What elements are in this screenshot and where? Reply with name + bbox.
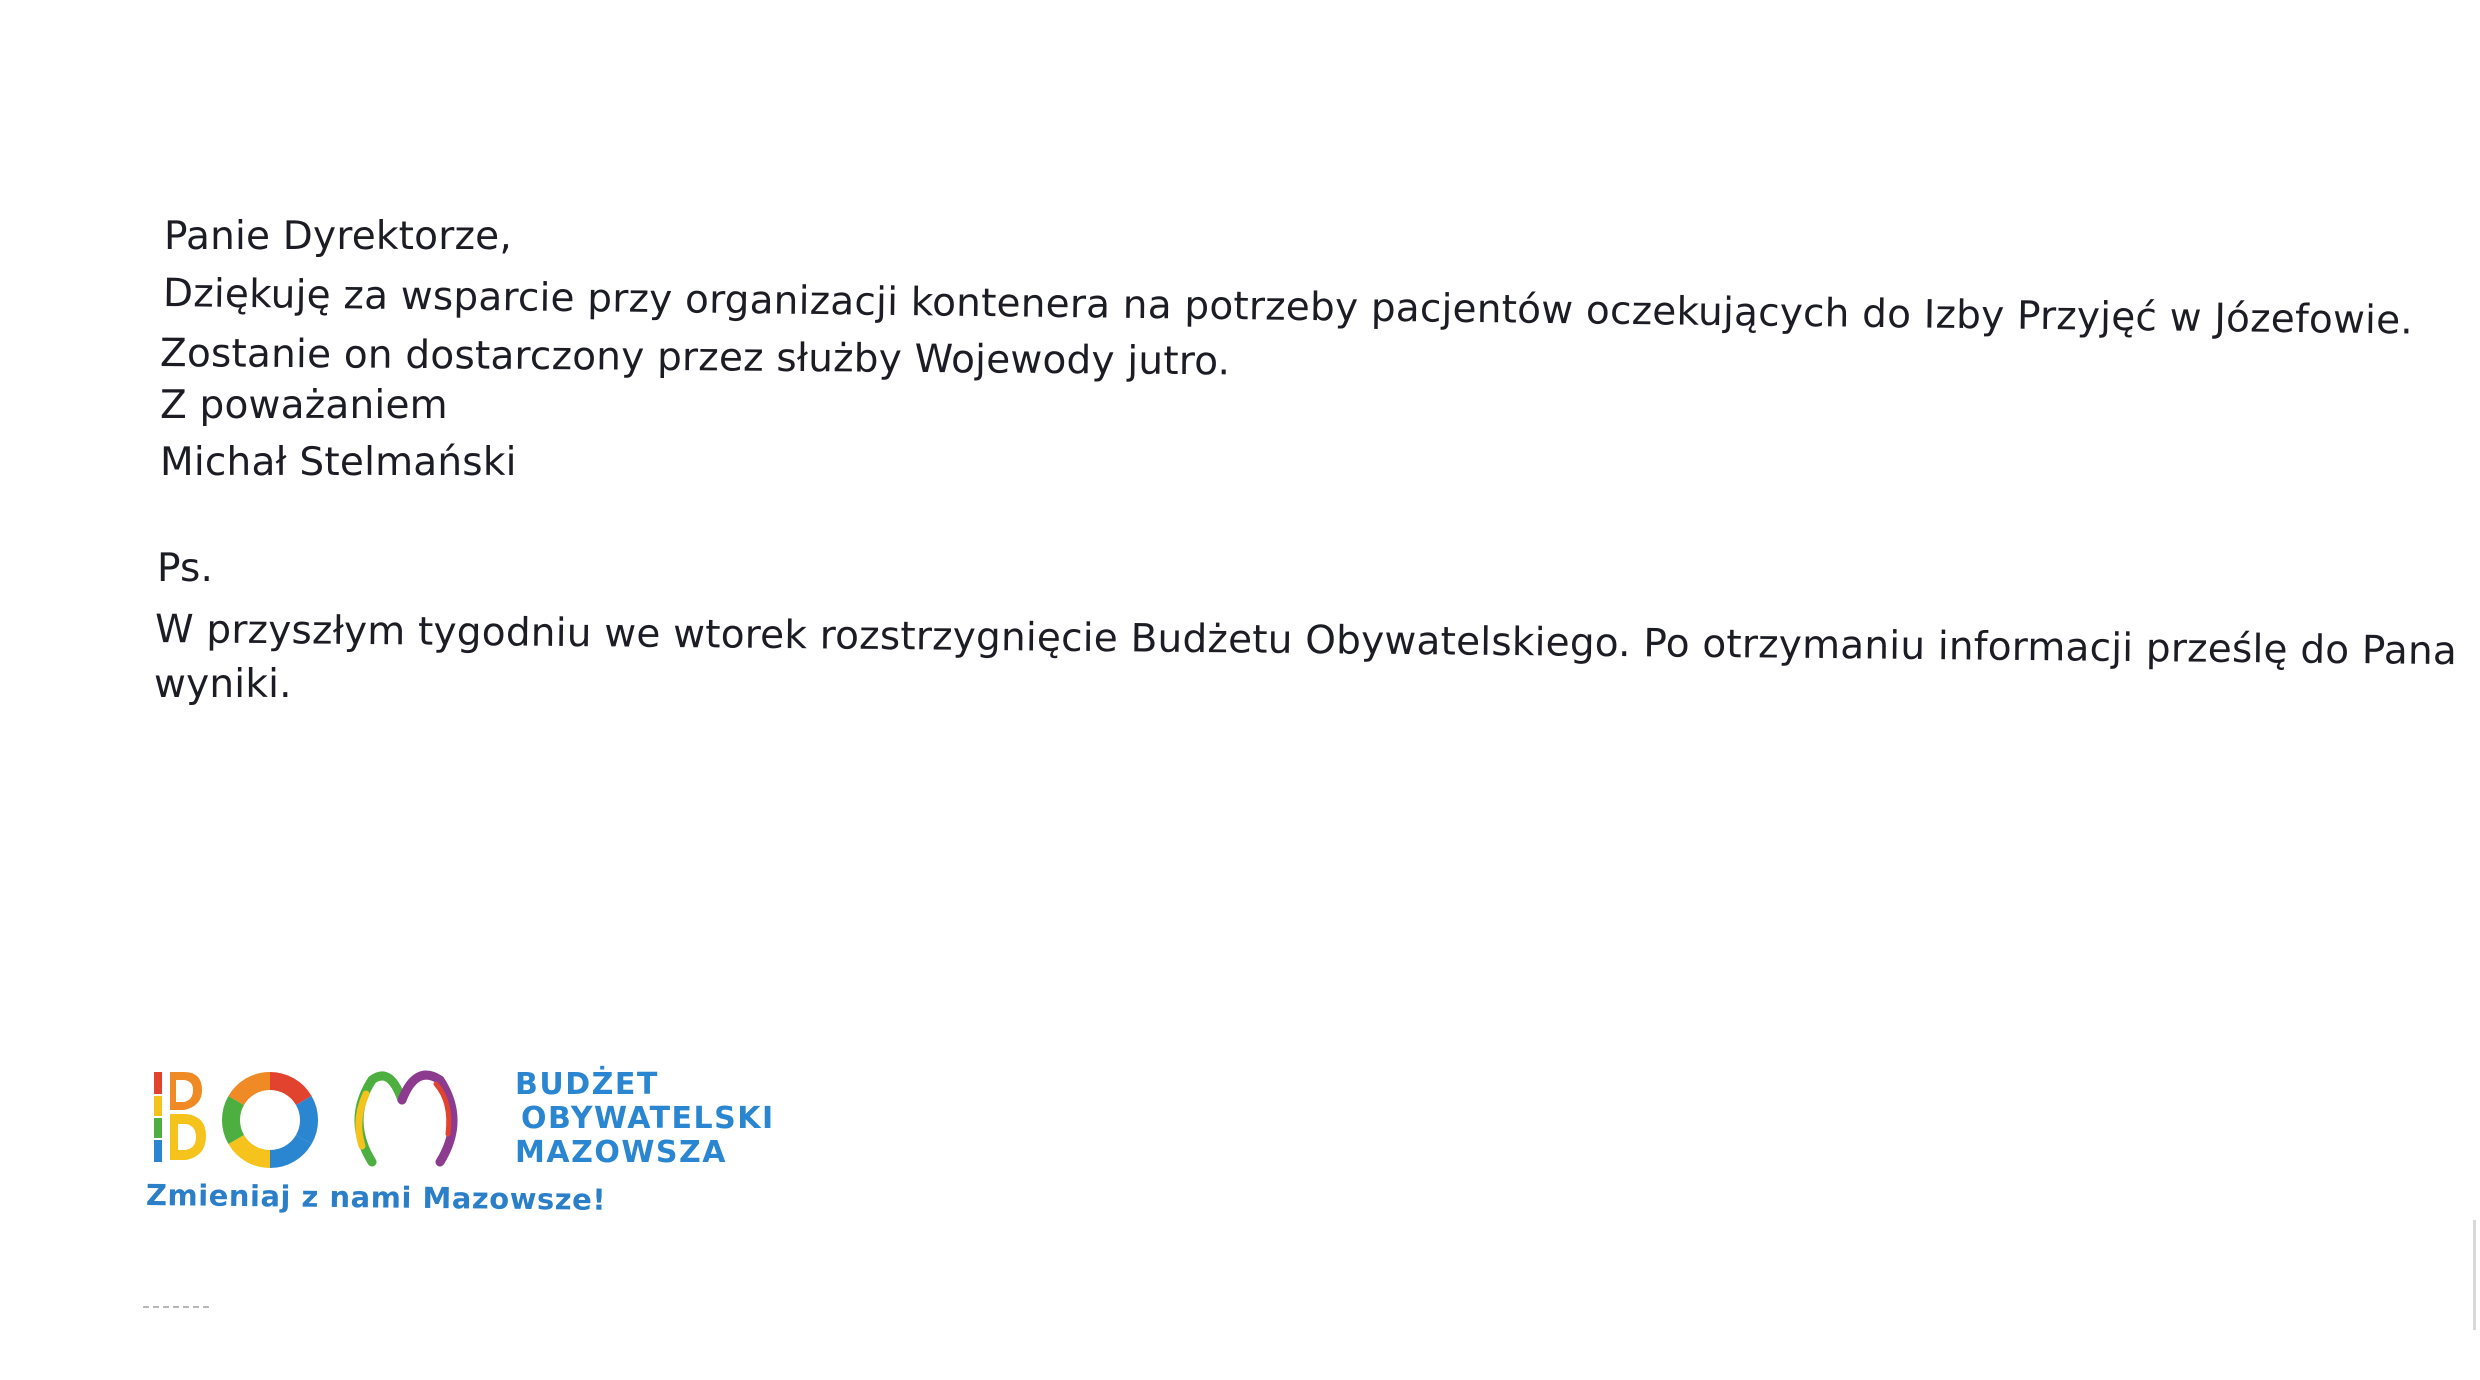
logo-slogan: Zmieniaj z nami Mazowsze! (145, 1178, 607, 1217)
logo-name-line-2: OBYWATELSKI (521, 1101, 775, 1136)
footer-separator (143, 1306, 209, 1308)
postscript-line-1: W przyszłym tygodniu we wtorek rozstrzygnięcie Budżetu Obywatelskiego. Po otrzymaniu informacji prześlę do Pana (154, 607, 2458, 675)
logo-name (515, 1068, 775, 1170)
letter-signature: Michał Stelmański (160, 440, 517, 485)
logo-name-line-3: MAZOWSZA (515, 1135, 727, 1170)
letter-body-line-1: Dziękuję za wsparcie przy organizacji kontenera na potrzeby pacjentów oczekujących do Izby Przyjęć w Józefowie. (162, 271, 2414, 344)
bom-logo-mark (140, 1050, 500, 1180)
budzet-obywatelski-logo (140, 1050, 780, 1230)
logo-name-line-1: BUDŻET (515, 1067, 659, 1102)
letter-closing: Z poważaniem (160, 383, 448, 428)
letter-body (154, 0, 2458, 780)
letter-greeting: Panie Dyrektorze, (164, 214, 512, 259)
letter-body-line-2: Zostanie on dostarczony przez służby Wojewody jutro. (159, 331, 1231, 385)
scan-edge-mark (2473, 1220, 2476, 1330)
postscript-line-2: wyniki. (154, 662, 292, 707)
postscript-label: Ps. (157, 546, 214, 591)
